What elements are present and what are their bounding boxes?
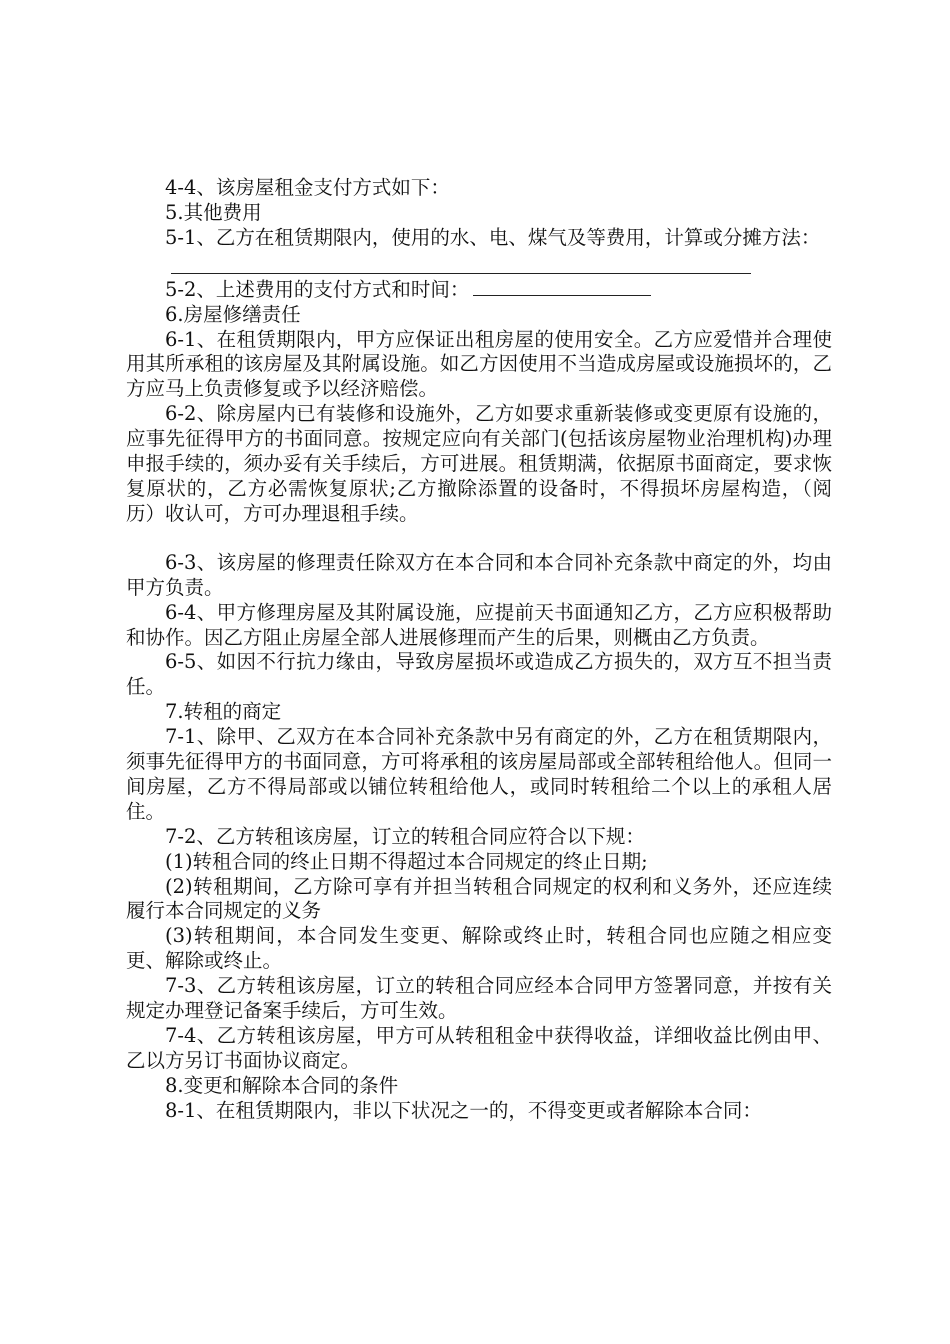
clause-6-4: 6-4、甲方修理房屋及其附属设施，应提前天书面通知乙方，乙方应积极帮助和协作。因乙方阻止房屋全部人进展修理而产生的后果，则概由乙方负责。 — [126, 600, 832, 649]
clause-4-4: 4-4、该房屋租金支付方式如下： — [165, 176, 450, 199]
clause-7-4: 7-4、乙方转租该房屋，甲方可从转租租金中获得收益，详细收益比例由甲、乙以方另订书面协议商定。 — [126, 1024, 832, 1072]
document-body — [126, 176, 832, 1124]
clause-5-2: 5-2、上述费用的支付方式和时间： — [165, 277, 470, 301]
clause-7-2: 7-2、乙方转租该房屋，订立的转租合同应符合以下规： — [165, 824, 645, 848]
section-6-heading: 6.房屋修缮责任 — [165, 302, 301, 326]
section-7-heading: 7.转租的商定 — [165, 700, 282, 724]
clause-7-2-item-1: (1)转租合同的终止日期不得超过本合同规定的终止日期; — [165, 849, 648, 873]
clause-7-2-item-3: (3)转租期间，本合同发生变更、解除或终止时，转租合同也应随之相应变更、解除或终止。 — [126, 924, 832, 973]
clause-8-1: 8-1、在租赁期限内，非以下状况之一的，不得变更或者解除本合同： — [165, 1098, 762, 1122]
clause-5-1: 5-1、乙方在租赁期限内，使用的水、电、煤气及等费用，计算或分摊方法： — [165, 225, 821, 249]
clause-6-5: 6-5、如因不行抗力缘由，导致房屋损坏或造成乙方损失的，双方互不担当责任。 — [126, 650, 832, 699]
clause-7-1: 7-1、除甲、乙双方在本合同补充条款中另有商定的外，乙方在租赁期限内，须事先征得甲方的书面同意，方可将承租的该房屋局部或全部转租给他人。但同一间房屋，乙方不得局部或以铺位转租给他人，或同时转租给二个以上的承租人居住。 — [126, 725, 832, 823]
fill-in-blank-inline — [473, 277, 651, 296]
section-8-heading: 8.变更和解除本合同的条件 — [165, 1073, 399, 1097]
fill-in-blank-line — [171, 251, 751, 274]
clause-6-3: 6-3、该房屋的修理责任除双方在本合同和本合同补充条款中商定的外，均由甲方负责。 — [126, 550, 832, 599]
section-5-heading: 5.其他费用 — [165, 200, 262, 224]
clause-7-2-item-2: (2)转租期间，乙方除可享有并担当转租合同规定的权利和义务外，还应连续履行本合同规定的义务 — [126, 874, 832, 923]
clause-7-3: 7-3、乙方转租该房屋，订立的转租合同应经本合同甲方签署同意，并按有关规定办理登记备案手续后，方可生效。 — [126, 974, 832, 1023]
clause-6-1: 6-1、在租赁期限内，甲方应保证出租房屋的使用安全。乙方应爱惜并合理使用其所承租的该房屋及其附属设施。如乙方因使用不当造成房屋或设施损坏的，乙方应马上负责修复或予以经济赔偿。 — [126, 327, 832, 401]
paragraph-spacer — [126, 527, 832, 551]
clause-5-2-line — [126, 277, 832, 303]
clause-6-2: 6-2、除房屋内已有装修和设施外，乙方如要求重新装修或变更原有设施的，应事先征得甲方的书面同意。按规定应向有关部门(包括该房屋物业治理机构)办理申报手续的，须办妥有关手续后，方可进展。租赁期满，依据原书面商定，要求恢复原状的，乙方必需恢复原状;乙方撤除添置的设备时，不得损坏房屋构造，（阅历）收认可，方可办理退租手续。 — [126, 402, 832, 525]
